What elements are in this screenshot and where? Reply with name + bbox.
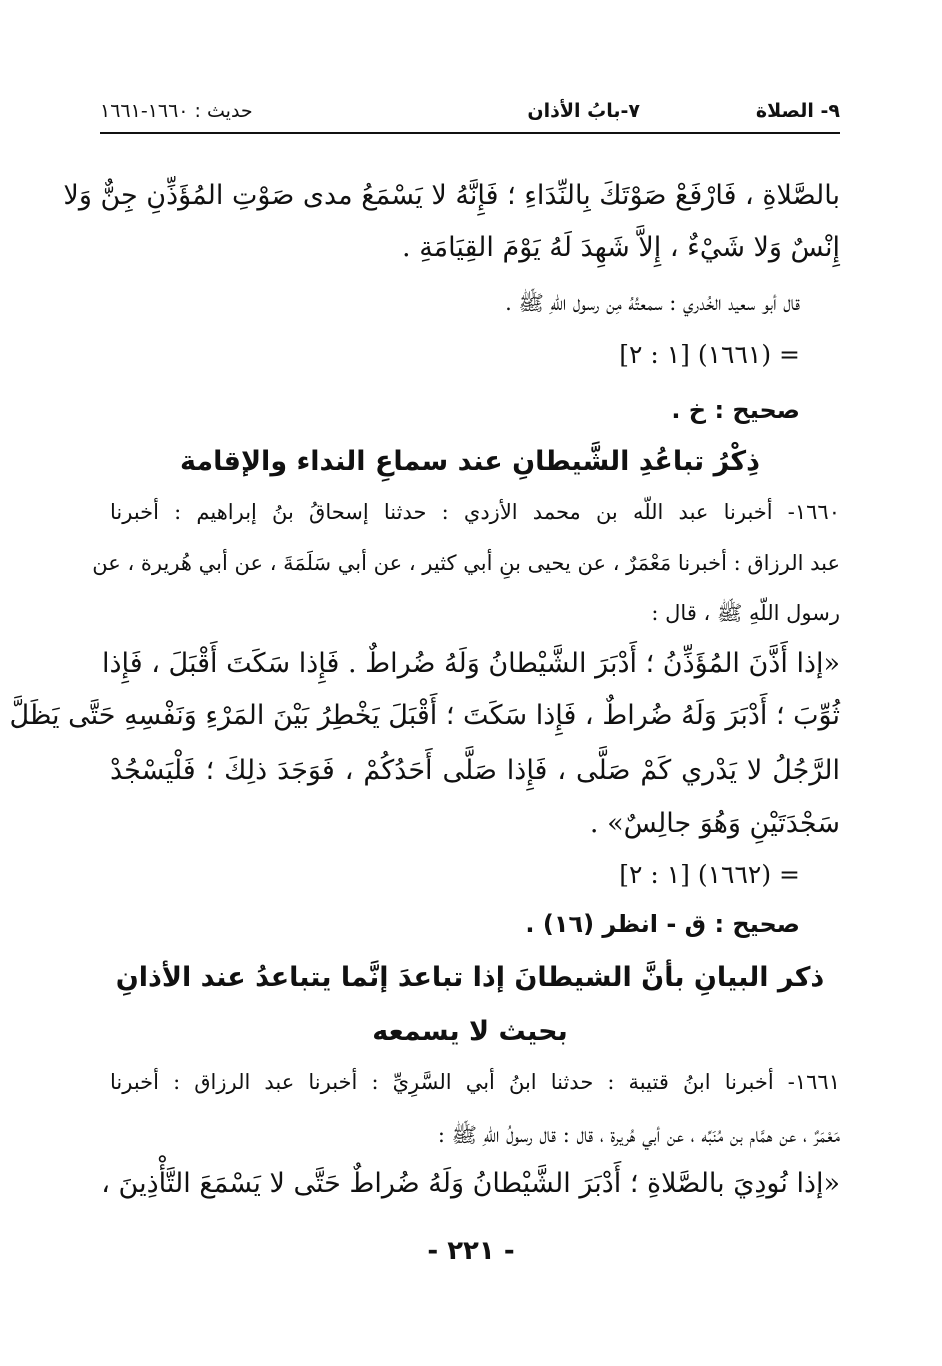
hadith-matn: الرَّجُلُ لا يَدْري كَمْ صَلَّى ، فَإِذا صَلَّى أَحَدُكُمْ ، فَوَجَدَ ذلِكَ ؛ فَلْيَسْجُدْ	[110, 755, 840, 786]
hadith-1660-chain: رسول اللّهِ ﷺ ، قال :	[651, 601, 840, 625]
chapter-title: بحيث لا يسمعه	[372, 1016, 568, 1047]
hadith-matn: «إذا أَذَّنَ المُؤَذِّنُ ؛ أَدْبَرَ الشَّيْطانُ وَلَهُ ضُراطٌ . فَإِذا سَكَتَ أَقْبَلَ ، فَإِذا	[102, 648, 840, 679]
grading: صحيح : ق - انظر (١٦) .	[525, 910, 800, 938]
hadith-matn: ثُوِّبَ ؛ أَدْبَرَ وَلَهُ ضُراطٌ ، فَإِذا سَكَتَ ؛ أَقْبَلَ يَخْطِرُ بَيْنَ المَرْءِ وَنَفْسِهِ حَتَّى يَظَلَّ	[9, 700, 840, 731]
hadith-1661-chain: مَعْمَرٌ ، عن همَّام بن مُنَبِّه ، عن أبي هُريرة ، قال : قال رسولُ اللّهِ ﷺ :	[437, 1123, 840, 1147]
header-section: ٩- الصلاة	[755, 100, 840, 122]
header-hadith-range: حديث : ١٦٦٠-١٦٦١	[100, 100, 253, 122]
chapter-title: ذِكْرُ تباعُدِ الشَّيطانِ عند سماعِ النداء والإقامة	[180, 446, 760, 477]
hadith-1661-chain: ١٦٦١- أخبرنا ابنُ قتيبة : حدثنا ابنُ أبي السَّرِيِّ : أخبرنا عبد الرزاق : أخبرنا	[110, 1070, 840, 1094]
chapter-title: ذكر البيانِ بأنَّ الشيطانَ إذا تباعدَ إنَّما يتباعدُ عند الأذانِ	[115, 962, 825, 993]
text-line: بالصَّلاةِ ، فَارْفَعْ صَوْتَكَ بِالنِّدَاءِ ؛ فَإِنَّهُ لا يَسْمَعُ مدى صَوْتِ المُؤَذِّنِ جِنٌّ وَلا	[63, 180, 840, 211]
grading: صحيح : خ .	[671, 396, 800, 424]
running-header	[100, 92, 840, 134]
hadith-1660-chain: عبد الرزاق : أخبرنا مَعْمَرٌ ، عن يحيى بنِ أبي كثير ، عن أبي سَلَمَةَ ، عن أبي هُريرة ، عن	[92, 551, 840, 575]
text-line: إِنْسٌ وَلا شَيْءٌ ، إِلاَّ شَهِدَ لَهُ يَوْمَ القِيَامَةِ .	[402, 232, 840, 263]
hadith-matn: «إذا نُودِيَ بالصَّلاةِ ؛ أَدْبَرَ الشَّيْطانُ وَلَهُ ضُراطٌ حَتَّى لا يَسْمَعَ التَّأْذِينَ ،	[101, 1168, 840, 1199]
header-chapter: ٧-بابُ الأذان	[527, 100, 640, 122]
reference: = (١٦٦١) [١ : ٢]	[619, 340, 800, 369]
hadith-1660-chain: ١٦٦٠- أخبرنا عبد اللّه بن محمد الأزدي : حدثنا إسحاقُ بنُ إبراهيم : أخبرنا	[110, 500, 840, 524]
hadith-matn: سَجْدَتَيْنِ وَهُوَ جالِسٌ» .	[589, 808, 840, 839]
narrator-note: قال أبو سعيد الخُدري : سمعتُهُ مِن رسول اللّهِ ﷺ .	[505, 291, 800, 315]
page-number: - ٢٢١ -	[427, 1236, 515, 1266]
reference: = (١٦٦٢) [١ : ٢]	[619, 860, 800, 889]
